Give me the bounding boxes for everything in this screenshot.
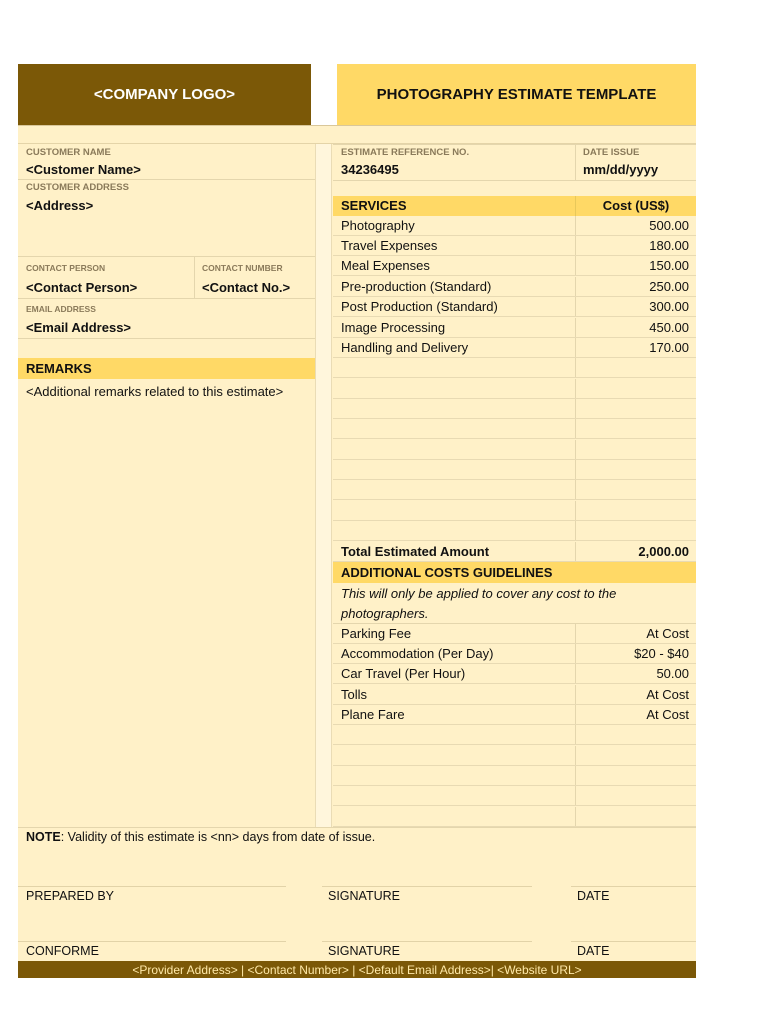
service-row: Post Production (Standard) 300.00: [333, 297, 696, 317]
service-row: Pre-production (Standard) 250.00: [333, 277, 696, 297]
divider: [333, 144, 696, 145]
total-row: [333, 542, 696, 562]
service-row: Image Processing 450.00: [333, 318, 696, 338]
divider: [18, 827, 696, 828]
divider: [18, 338, 315, 339]
service-row: Photography 500.00: [333, 216, 696, 236]
additional-row: Car Travel (Per Hour) 50.00: [333, 664, 696, 684]
contact-person-label: CONTACT PERSON: [26, 263, 106, 273]
divider: [194, 256, 195, 298]
company-logo: <COMPANY LOGO>: [18, 64, 311, 125]
contact-number-value: <Contact No.>: [202, 280, 291, 295]
service-row: Travel Expenses 180.00: [333, 236, 696, 256]
signature-line: [18, 941, 286, 942]
contact-number-label: CONTACT NUMBER: [202, 263, 283, 273]
service-row: Handling and Delivery 170.00: [333, 338, 696, 358]
empty-row: [333, 807, 696, 827]
header-gap: [311, 64, 337, 125]
additional-row: Accommodation (Per Day) $20 - $40: [333, 644, 696, 664]
divider: [575, 144, 576, 180]
email-value: <Email Address>: [26, 320, 132, 335]
note-label: NOTE: [26, 830, 61, 844]
note-text: : Validity of this estimate is <nn> days from date of issue.: [60, 830, 376, 844]
services-column-header: SERVICES: [341, 198, 407, 213]
empty-row: [333, 460, 696, 480]
empty-row: [333, 725, 696, 745]
additional-costs-heading: ADDITIONAL COSTS GUIDELINES: [333, 562, 696, 583]
empty-row: [333, 440, 696, 460]
empty-row: [333, 501, 696, 521]
additional-row: Parking Fee At Cost: [333, 624, 696, 644]
additional-row: Plane Fare At Cost: [333, 705, 696, 725]
customer-address-value: <Address>: [26, 198, 94, 213]
date-label: DATE: [577, 889, 610, 903]
services-header-row: [333, 196, 696, 216]
prepared-by-label: PREPARED BY: [26, 889, 114, 903]
empty-row: [333, 786, 696, 806]
remarks-text: <Additional remarks related to this estimate>: [26, 384, 284, 399]
signature-line: [571, 941, 696, 942]
additional-row: Tolls At Cost: [333, 685, 696, 705]
date-issue-value: mm/dd/yyyy: [583, 162, 659, 177]
contact-person-value: <Contact Person>: [26, 280, 138, 295]
estimate-ref-label: ESTIMATE REFERENCE NO.: [341, 147, 470, 158]
customer-name-value: <Customer Name>: [26, 162, 141, 177]
signature-line: [322, 941, 532, 942]
divider: [18, 298, 315, 299]
estimate-ref-value: 34236495: [341, 162, 399, 177]
empty-row: [333, 379, 696, 399]
empty-row: [333, 358, 696, 378]
divider: [18, 256, 315, 257]
empty-row: [333, 399, 696, 419]
additional-costs-note: This will only be applied to cover any cost to the photographers.: [341, 586, 617, 621]
cost-column-header: Cost (US$): [602, 198, 670, 213]
remarks-heading: REMARKS: [18, 358, 315, 379]
service-row: Meal Expenses 150.00: [333, 256, 696, 276]
date-issue-label: DATE ISSUE: [583, 147, 640, 158]
empty-row: [333, 766, 696, 786]
email-label: EMAIL ADDRESS: [26, 304, 96, 314]
signature-line: [571, 886, 696, 887]
empty-row: [333, 746, 696, 766]
document-title: PHOTOGRAPHY ESTIMATE TEMPLATE: [337, 64, 696, 125]
conforme-label: CONFORME: [26, 944, 99, 958]
total-label: Total Estimated Amount: [341, 544, 490, 559]
signature-line: [322, 886, 532, 887]
validity-note: [26, 830, 375, 844]
empty-row: [333, 521, 696, 541]
header-substrip: [18, 125, 696, 144]
customer-name-label: CUSTOMER NAME: [26, 147, 111, 158]
customer-address-label: CUSTOMER ADDRESS: [26, 182, 129, 193]
footer-contact-bar: <Provider Address> | <Contact Number> | <Default Email Address>| <Website URL>: [18, 961, 696, 978]
empty-row: [333, 480, 696, 500]
divider: [333, 180, 696, 181]
total-value: 2,000.00: [638, 544, 689, 559]
signature-label: SIGNATURE: [328, 889, 400, 903]
date-label: DATE: [577, 944, 610, 958]
column-divider: [315, 144, 332, 827]
empty-row: [333, 419, 696, 439]
signature-line: [18, 886, 286, 887]
divider: [18, 179, 315, 180]
signature-label: SIGNATURE: [328, 944, 400, 958]
